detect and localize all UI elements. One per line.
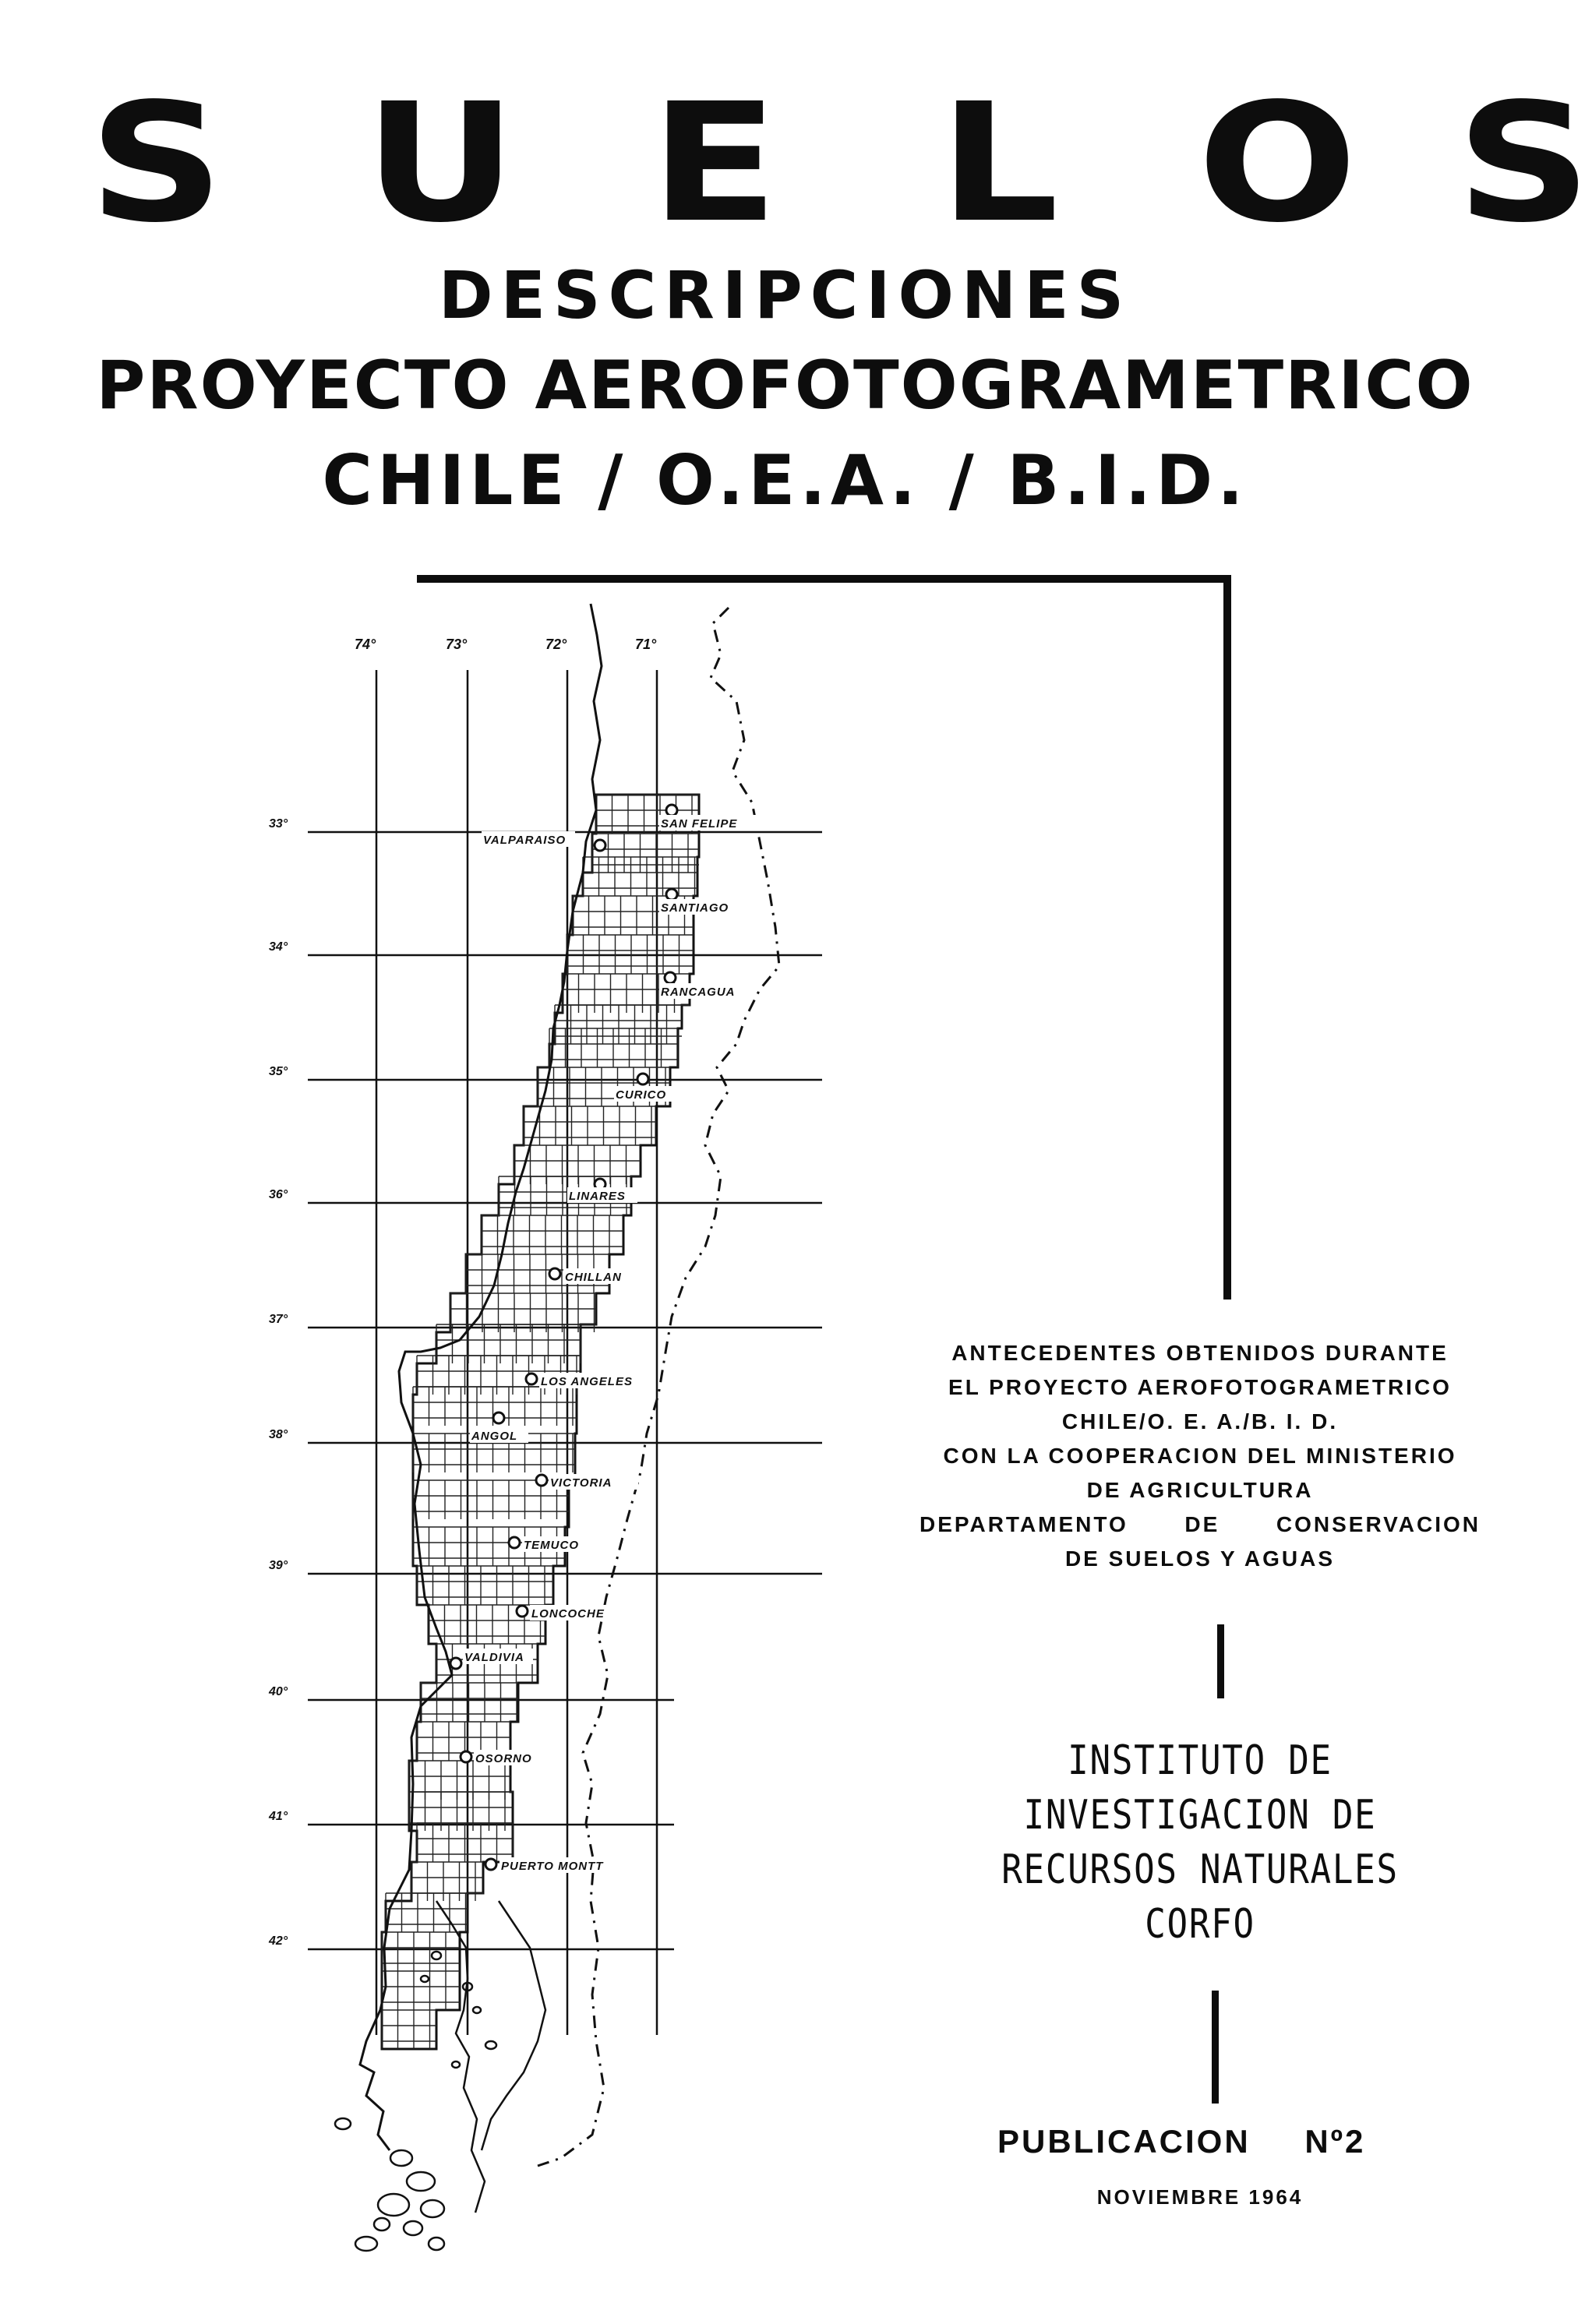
credits-line-6-b: DE [1184, 1512, 1220, 1536]
latitude-label: 39° [269, 1559, 288, 1572]
city-label: SAN FELIPE [661, 817, 738, 831]
city-markers [450, 805, 759, 1873]
island [374, 2218, 390, 2231]
longitude-label: 72° [545, 637, 567, 652]
city-marker [517, 1606, 528, 1617]
island [452, 2061, 460, 2068]
credits-line-5: DE AGRICULTURA [1086, 1478, 1314, 1502]
longitude-label: 74° [355, 637, 376, 652]
institute-line-4: CORFO [1145, 1901, 1255, 1948]
city-label: LONCOCHE [531, 1607, 605, 1620]
city-label: VALPARAISO [483, 834, 567, 847]
city-marker [665, 972, 676, 983]
city-label: CHILLAN [565, 1271, 622, 1284]
island [378, 2194, 409, 2216]
latitude-label: 36° [269, 1188, 288, 1201]
city-marker [536, 1475, 547, 1486]
city-marker [526, 1374, 537, 1384]
island [485, 2041, 496, 2049]
longitude-label: 71° [635, 637, 657, 652]
credits-line-6 [920, 1508, 1481, 1542]
island [355, 2237, 377, 2251]
city-label: VALDIVIA [464, 1651, 524, 1664]
credits-line-1: ANTECEDENTES OBTENIDOS DURANTE [951, 1341, 1449, 1365]
institute-line-2: INVESTIGACION DE [1023, 1792, 1377, 1839]
island [473, 2007, 481, 2013]
credits-line-6-a: DEPARTAMENTO [920, 1512, 1128, 1536]
publication-line [997, 2123, 1434, 2160]
city-marker [450, 1658, 461, 1669]
latitude-label: 37° [269, 1313, 288, 1326]
city-label: RANCAGUA [661, 986, 736, 999]
credits-line-3: CHILE/O. E. A./B. I. D. [1061, 1409, 1339, 1434]
city-label: PUERTO MONTT [501, 1860, 604, 1873]
institute-block [995, 1733, 1406, 1952]
city-marker [595, 840, 605, 851]
city-marker [637, 1074, 648, 1084]
island [335, 2118, 351, 2129]
island [404, 2221, 422, 2235]
city-label: TEMUCO [524, 1539, 579, 1552]
longitude-labels [355, 637, 657, 652]
city-marker [666, 805, 677, 816]
publication-label: PUBLICACION [997, 2123, 1251, 2160]
island [407, 2172, 435, 2191]
headline-proyecto: PROYECTO AEROFOTOGRAMETRICO [96, 347, 1474, 425]
island [421, 2200, 444, 2217]
publication-number: Nº2 [1304, 2123, 1366, 2160]
latitude-label: 35° [269, 1065, 288, 1078]
divider-bar-1 [1217, 1624, 1224, 1698]
island [421, 1976, 429, 1982]
title-letter-o: O [1197, 68, 1357, 259]
latitude-label: 42° [269, 1934, 288, 1948]
credits-line-4: CON LA COOPERACION DEL MINISTERIO [943, 1444, 1457, 1468]
latitude-label: 40° [269, 1685, 288, 1698]
headline-descripciones: DESCRIPCIONES [438, 257, 1132, 333]
island [429, 2238, 444, 2250]
city-marker [509, 1537, 520, 1548]
city-marker [493, 1412, 504, 1423]
city-label: LOS ANGELES [541, 1375, 633, 1388]
island [390, 2150, 412, 2166]
credits-line-6-c: CONSERVACION [1276, 1512, 1481, 1536]
city-label: OSORNO [475, 1752, 532, 1765]
city-label: CURICO [616, 1088, 667, 1102]
title-letter-s1: S [88, 68, 224, 259]
latitude-labels [268, 817, 288, 1948]
title-letter-s2: S [1456, 68, 1592, 259]
publication-date: NOVIEMBRE 1964 [1096, 2185, 1304, 2209]
title-letter-e: E [650, 68, 779, 259]
latitude-label: 38° [269, 1428, 288, 1441]
parallel-lines [308, 832, 822, 1949]
city-marker [485, 1859, 496, 1870]
institute-line-1: INSTITUTO DE [1068, 1737, 1333, 1784]
city-marker [461, 1751, 471, 1762]
latitude-label: 34° [269, 940, 288, 954]
divider-bar-2 [1212, 1991, 1219, 2104]
city-marker [666, 889, 677, 900]
latitude-label: 41° [269, 1810, 288, 1823]
credits-line-7: DE SUELOS Y AGUAS [1064, 1546, 1336, 1571]
city-label: ANGOL [471, 1430, 518, 1443]
city-label: LINARES [569, 1190, 626, 1203]
headline-chile-oea-bid: CHILE / O.E.A. / B.I.D. [322, 440, 1248, 520]
title-letter-l: L [938, 68, 1059, 259]
city-label: VICTORIA [550, 1476, 612, 1490]
institute-line-3: RECURSOS NATURALES [1001, 1846, 1399, 1893]
city-marker [549, 1268, 560, 1279]
island [432, 1952, 441, 1959]
city-label: SANTIAGO [661, 901, 729, 915]
title-letter-u: U [364, 68, 517, 259]
credits-line-2: EL PROYECTO AEROFOTOGRAMETRICO [948, 1375, 1452, 1399]
longitude-label: 73° [446, 637, 468, 652]
credits-block [920, 1336, 1481, 1576]
mainland-coast-path [482, 1901, 545, 2150]
latitude-label: 33° [269, 817, 288, 831]
